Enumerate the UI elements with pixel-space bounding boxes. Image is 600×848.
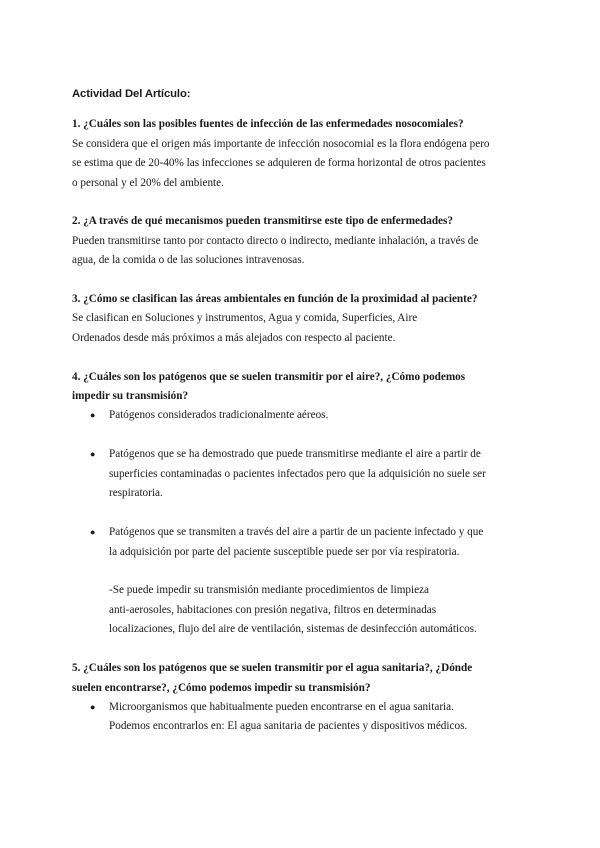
answer-1-line: o personal y el 20% del ambiente. bbox=[72, 177, 224, 189]
answer-2-line: Pueden transmitirse tanto por contacto directo o indirecto, mediante inhalación, a través de bbox=[72, 235, 479, 247]
question-4-line: impedir su transmisión? bbox=[72, 390, 189, 402]
bullet-icon: ● bbox=[90, 527, 96, 537]
bullet-icon: ● bbox=[90, 702, 96, 712]
answer-1-line: Se considera que el origen más importante de infección nosocomial es la flora endógena pero bbox=[72, 138, 490, 150]
answer-3-line: Se clasifican en Soluciones y instrumentos, Agua y comida, Superficies, Aire bbox=[72, 312, 418, 324]
q5-bullet-1-line: Podemos encontrarlos en: El agua sanitaria de pacientes y dispositivos médicos. bbox=[109, 720, 468, 732]
answer-2-line: agua, de la comida o de las soluciones intravenosas. bbox=[72, 254, 305, 266]
q4-bullet-2-line: Patógenos que se ha demostrado que puede transmitirse mediante el aire a partir de bbox=[109, 448, 481, 460]
q4-bullet-3-line: Patógenos que se transmiten a través del aire a partir de un paciente infectado y que bbox=[109, 526, 484, 538]
q4-bullet-1: Patógenos considerados tradicionalmente aéreos. bbox=[109, 409, 329, 421]
q4-note-line: anti-aerosoles, habitaciones con presión negativa, filtros en determinadas bbox=[109, 604, 437, 616]
answer-3-line: Ordenados desde más próximos a más alejados con respecto al paciente. bbox=[72, 332, 396, 344]
page-title: Actividad Del Artículo: bbox=[72, 88, 191, 100]
q4-bullet-3-line: la adquisición por parte del paciente susceptible puede ser por vía respiratoria. bbox=[109, 546, 460, 558]
bullet-icon: ● bbox=[90, 410, 96, 420]
q4-bullet-2-line: superficies contaminadas o pacientes infectados pero que la adquisición no suele ser bbox=[109, 468, 486, 480]
question-3: 3. ¿Cómo se clasifican las áreas ambientales en función de la proximidad al paciente? bbox=[72, 293, 478, 305]
question-4-line: 4. ¿Cuáles son los patógenos que se suelen transmitir por el aire?, ¿Cómo podemos bbox=[72, 371, 466, 383]
answer-1-line: se estima que de 20-40% las infecciones se adquieren de forma horizontal de otros pacientes bbox=[72, 157, 486, 169]
question-1: 1. ¿Cuáles son las posibles fuentes de infección de las enfermedades nosocomiales? bbox=[72, 118, 464, 130]
question-5-line: 5. ¿Cuáles son los patógenos que se suelen transmitir por el agua sanitaria?, ¿Dónde bbox=[72, 662, 473, 674]
q4-bullet-2-line: respiratoria. bbox=[109, 487, 163, 499]
q4-note-line: localizaciones, flujo del aire de ventilación, sistemas de desinfección automáticos. bbox=[109, 623, 477, 635]
q4-note-line: -Se puede impedir su transmisión mediante procedimientos de limpieza bbox=[109, 584, 430, 596]
q5-bullet-1-line: Microorganismos que habitualmente pueden encontrarse en el agua sanitaria. bbox=[109, 701, 454, 713]
bullet-icon: ● bbox=[90, 449, 96, 459]
question-2: 2. ¿A través de qué mecanismos pueden transmitirse este tipo de enfermedades? bbox=[72, 215, 453, 227]
question-5-line: suelen encontrarse?, ¿Cómo podemos impedir su transmisión? bbox=[72, 682, 371, 694]
